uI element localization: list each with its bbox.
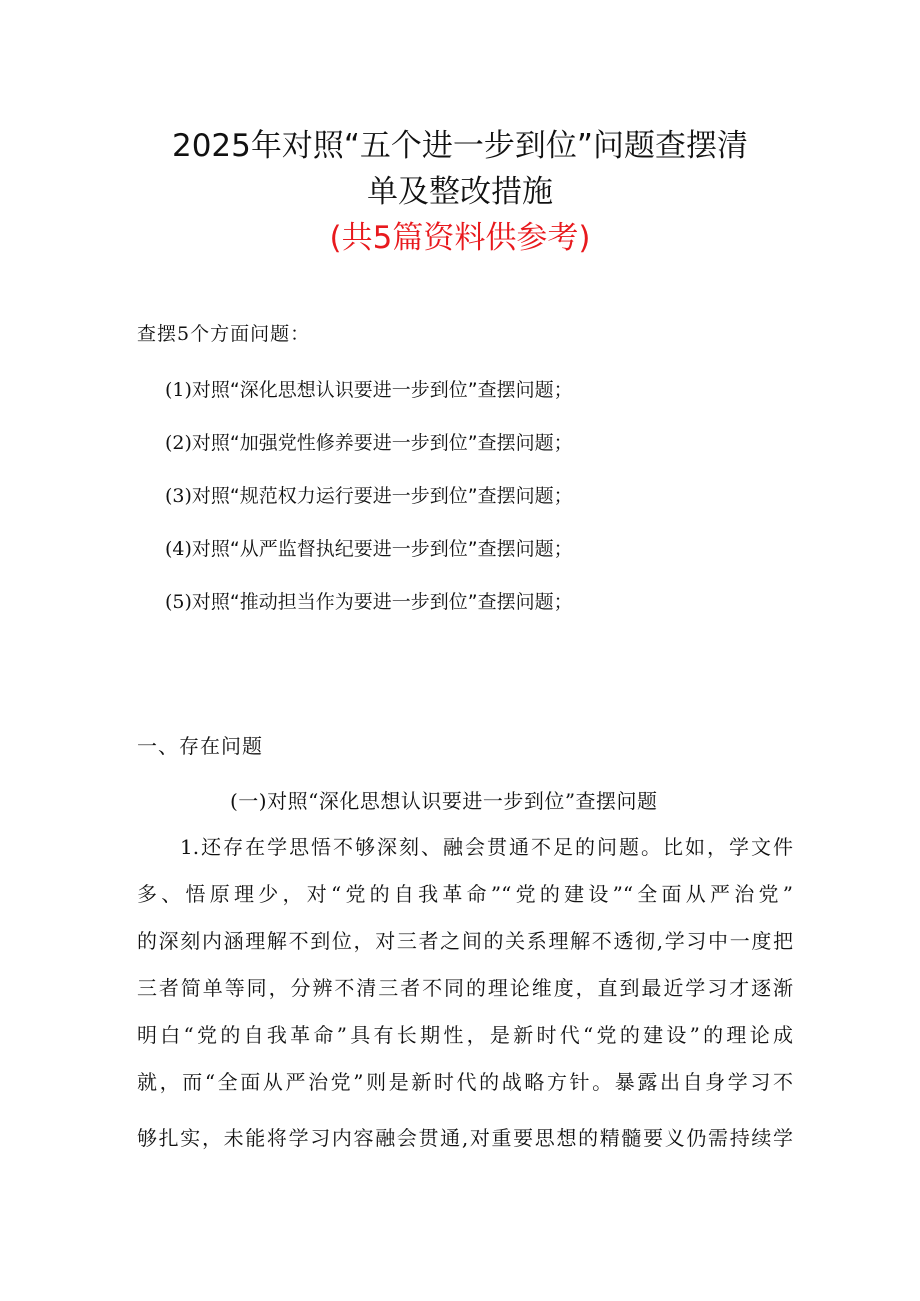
list-item: [165, 375, 573, 402]
list-item-number: (5): [165, 591, 192, 613]
list-item: [165, 428, 573, 455]
document-title-line-2: 单及整改措施: [367, 174, 553, 210]
list-item-text: 对照“深化思想认识要进一步到位”查摆问题；: [191, 379, 573, 401]
paragraph-line: 多、悟原理少，对“党的自我革命”“党的建设”“全面从严治党”: [137, 882, 793, 906]
paragraph-line: 1.还存在学思悟不够深刻、融会贯通不足的问题。比如，学文件: [180, 835, 793, 859]
paragraph-line: 就，而“全面从严治党”则是新时代的战略方针。暴露出自身学习不: [137, 1070, 793, 1094]
sub-heading: (一)对照“深化思想认识要进一步到位”查摆问题: [230, 789, 658, 813]
list-item-number: (4): [165, 538, 192, 560]
document-subtitle: (共5篇资料供参考): [329, 220, 591, 256]
paragraph-line: 明白“党的自我革命”具有长期性，是新时代“党的建设”的理论成: [137, 1023, 793, 1047]
list-item-text: 对照“规范权力运行要进一步到位”查摆问题；: [191, 485, 573, 507]
section-heading: 一、存在问题: [137, 734, 263, 758]
list-item: [165, 534, 573, 561]
paragraph-line: 三者简单等同，分辨不清三者不同的理论维度，直到最近学习才逐渐: [137, 976, 793, 1000]
lead-text: 查摆5个方面问题：: [137, 323, 311, 345]
list-item-text: 对照“从严监督执纪要进一步到位”查摆问题；: [191, 538, 573, 560]
list-item: [165, 481, 573, 508]
document-title-line-1: 2025年对照“五个进一步到位”问题查摆清: [171, 128, 748, 164]
list-item-text: 对照“加强党性修养要进一步到位”查摆问题；: [191, 432, 573, 454]
paragraph-line: 的深刻内涵理解不到位，对三者之间的关系理解不透彻,学习中一度把: [137, 929, 793, 953]
list-item: [165, 587, 573, 614]
paragraph-line: 够扎实，未能将学习内容融会贯通,对重要思想的精髓要义仍需持续学: [137, 1126, 793, 1150]
list-item-text: 对照“推动担当作为要进一步到位”查摆问题；: [191, 591, 573, 613]
list-item-number: (2): [165, 432, 192, 454]
list-item-number: (3): [165, 485, 192, 507]
list-item-number: (1): [165, 379, 192, 401]
